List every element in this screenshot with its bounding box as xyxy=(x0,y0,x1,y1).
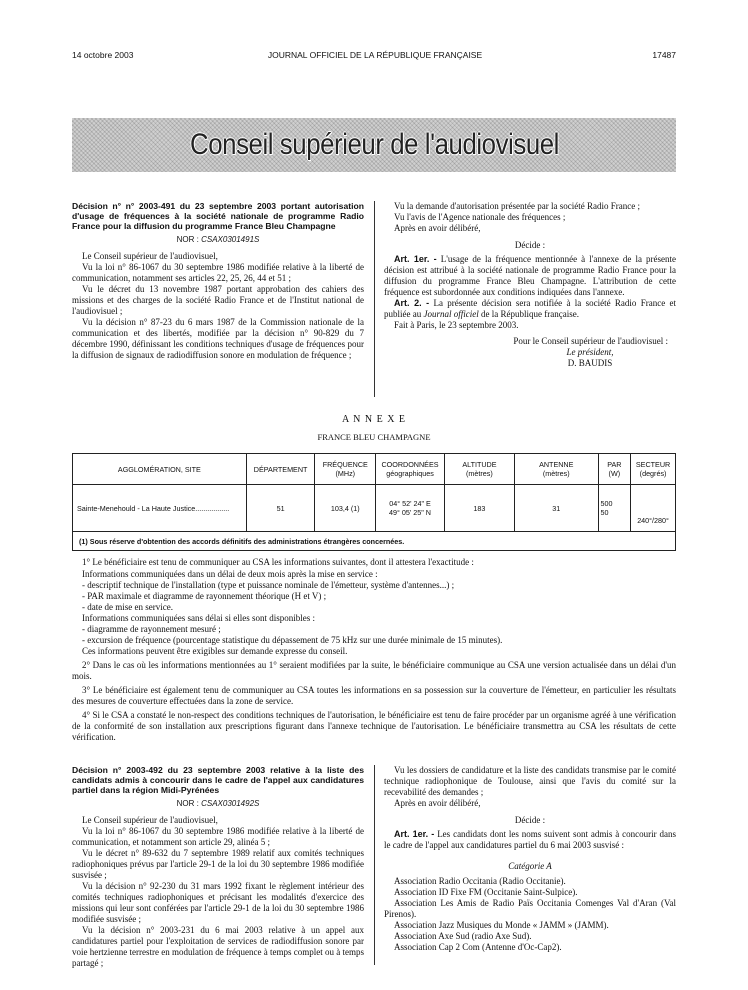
column-header-line: PAR xyxy=(607,460,622,469)
column-header: AGGLOMÉRATION, SITE xyxy=(73,454,247,485)
annexe-subtitle: FRANCE BLEU CHAMPAGNE xyxy=(317,432,431,442)
par-value: 50 xyxy=(600,508,609,517)
nor-code: CSAX0301491S xyxy=(201,235,260,244)
column-divider xyxy=(374,201,375,397)
column-header-line: COORDONNÉES xyxy=(381,460,439,469)
column-header xyxy=(598,454,631,485)
condition-item: - PAR maximale et diagramme de rayonnement théorique (H et V) ; xyxy=(82,591,327,601)
paragraph: Vu la décision n° 92-230 du 31 mars 1992 fixant le règlement intérieur des comités techniques radiophoniques et précisant les modalités d'exercice des missions qui leur sont conférées par l'article 29-1 de la loi du 30 septembre 1986 modifiée susvisée ; xyxy=(72,881,364,924)
paragraph: Vu la demande d'autorisation présentée par la société Radio France ; xyxy=(394,201,640,211)
decision1-nor xyxy=(72,234,364,245)
condition-paragraph: 4° Si le CSA a constaté le non-respect des conditions techniques de l'autorisation, le bénéficiaire est tenu de faire procéder par un organisme agréé à une vérification de la conformité de son installation aux prescriptions figurant dans l'annexe technique de l'autorisation. Le bénéficiaire transmettra au CSA les résultats de cette vérification. xyxy=(72,710,676,742)
decide-heading: Décide : xyxy=(514,240,546,250)
article-label: Art. 2. - xyxy=(394,298,430,308)
decision2-left-column xyxy=(72,765,364,969)
condition-item: - excursion de fréquence (pourcentage statistique du dépassement de 75 kHz sur une durée minimale de 15 minutes). xyxy=(82,635,503,645)
signature-role-text: Le président, xyxy=(566,347,614,357)
cell-departement: 51 xyxy=(246,485,315,532)
column-header-line: géographiques xyxy=(386,469,434,478)
decision1-left-column xyxy=(72,201,364,361)
column-header-line: ALTITUDE xyxy=(462,460,497,469)
section-banner xyxy=(72,118,676,172)
column-header xyxy=(514,454,598,485)
site-text: Sainte-Menehould - La Haute Justice xyxy=(77,503,196,513)
cell-coordonnees xyxy=(376,485,445,532)
paragraph: Vu les dossiers de candidature et la liste des candidats transmise par le comité technique radiophonique de Toulouse, ainsi que l'avis du comité sur la recevabilité des demandes ; xyxy=(384,765,676,797)
nor-label: NOR : xyxy=(176,799,199,808)
paragraph: Vu le décret n° 89-632 du 7 septembre 1989 relatif aux comités techniques radiophoniques prévus par l'article 29-1 de la loi du 30 septembre 1986 modifiée susvisée ; xyxy=(72,848,364,880)
header-journal-title: JOURNAL OFFICIEL DE LA RÉPUBLIQUE FRANÇAISE xyxy=(267,50,483,60)
annexe-conditions xyxy=(72,557,676,743)
journal-officiel-ref: Journal officiel xyxy=(423,309,479,319)
column-header-line: SECTEUR xyxy=(635,460,671,469)
article-1 xyxy=(384,254,676,298)
paragraph: Après en avoir délibéré, xyxy=(394,798,481,808)
condition-paragraph: Informations communiquées dans un délai de deux mois après la mise en service : xyxy=(82,569,378,579)
paragraph: Le Conseil supérieur de l'audiovisuel, xyxy=(82,251,218,261)
fait-a-paris: Fait à Paris, le 23 septembre 2003. xyxy=(394,320,519,330)
column-divider xyxy=(374,765,375,965)
paragraph: Vu la loi n° 86-1067 du 30 septembre 1986 modifiée relative à la liberté de communication, et notamment son article 29, alinéa 5 ; xyxy=(72,826,364,847)
column-header xyxy=(444,454,514,485)
decision2-right-column xyxy=(384,765,676,953)
decide-heading: Décide : xyxy=(514,815,546,825)
decision2-nor xyxy=(72,798,364,809)
article-label: Art. 1er. - xyxy=(394,254,437,264)
condition-item: - diagramme de rayonnement mesuré ; xyxy=(82,624,221,634)
category-text: Catégorie A xyxy=(508,861,552,871)
signature-name: D. BAUDIS xyxy=(567,358,613,368)
condition-paragraph: Informations communiquées sans délai si elles sont disponibles : xyxy=(82,613,315,623)
annexe-title: A N N E X E xyxy=(341,414,407,425)
association-item: Association Axe Sud (radio Axe Sud). xyxy=(394,931,532,941)
article-label: Art. 1er. - xyxy=(394,829,435,839)
column-header-line: (degrés) xyxy=(639,469,667,478)
association-item: Association Cap 2 Com (Antenne d'Oc-Cap2). xyxy=(394,942,562,952)
decision1-right-column xyxy=(384,201,676,369)
header-page-number: 17487 xyxy=(652,50,676,60)
condition-paragraph: 3° Le bénéficiaire est également tenu de communiquer au CSA toutes les informations en sa possession sur la couverture de l'émetteur, en particulier les résultats des mesures de couverture effectuées dans la zone de service. xyxy=(72,685,676,706)
paragraph: Vu la décision n° 87-23 du 6 mars 1987 de la Commission nationale de la communication et des libertés, modifiée par la décision n° 90-829 du 7 décembre 1990, définissant les conditions techniques d'usage de fréquences pour la diffusion de signaux de radiodiffusion sonore en modulation de fréquence ; xyxy=(72,317,364,360)
cell-frequence: 103,4 (1) xyxy=(315,485,376,532)
cell-par xyxy=(598,485,631,532)
nor-label: NOR : xyxy=(176,235,199,244)
paragraph: Vu le décret du 13 novembre 1987 portant approbation des cahiers des missions et des charges de la société Radio France et de l'Institut national de l'audiovisuel ; xyxy=(72,284,364,316)
table-footnote-row xyxy=(73,532,676,551)
paragraph: Vu la décision n° 2003-231 du 6 mai 2003 relative à un appel aux candidatures partiel pour l'exploitation de services de radiodiffusion sonore par voie hertzienne terrestre en modulation de fréquence à temps complet ou à temps partagé ; xyxy=(72,925,364,968)
association-item: Association Jazz Musiques du Monde « JAMM » (JAMM). xyxy=(394,920,609,930)
article-1 xyxy=(384,829,676,851)
cell-antenne: 31 xyxy=(514,485,598,532)
column-header-line: (MHz) xyxy=(335,469,356,478)
column-header-line: (mètres) xyxy=(466,469,493,478)
column-header xyxy=(631,454,676,485)
condition-paragraph: Ces informations peuvent être exigibles sur demande expresse du conseil. xyxy=(82,646,348,656)
condition-item: - date de mise en service. xyxy=(82,602,173,612)
column-header xyxy=(376,454,445,485)
article-text: de la République française. xyxy=(478,309,579,319)
cell-secteur: 240°/280° xyxy=(631,485,676,532)
paragraph: Le Conseil supérieur de l'audiovisuel, xyxy=(82,815,218,825)
decision2-title: Décision n° 2003-492 du 23 septembre 2003 relative à la liste des candidats admis à concourir dans le cadre de l'appel aux candidatures partiel dans la région Midi-Pyrénées xyxy=(72,765,364,795)
paragraph: Vu la loi n° 86-1067 du 30 septembre 1986 modifiée relative à la liberté de communication, notamment ses articles 22, 25, 26, 44 et 51 ; xyxy=(72,262,364,283)
article-text: La présente décision sera notifiée à la société Radio France et publiée au xyxy=(384,298,677,319)
column-header xyxy=(315,454,376,485)
annexe-table xyxy=(72,453,676,551)
association-item: Association ID Fixe FM (Occitanie Saint-Sulpice). xyxy=(394,887,578,897)
column-header-line: (W) xyxy=(608,469,621,478)
table-row xyxy=(73,485,676,532)
column-header: DÉPARTEMENT xyxy=(246,454,315,485)
cell-site: Sainte-Menehould - La Haute Justice................. xyxy=(73,485,247,532)
table-header-row xyxy=(73,454,676,485)
article-text: L'usage de la fréquence mentionnée à l'annexe de la présente décision est attribué à la société nationale de programme Radio France pour la diffusion du programme France Bleu Champagne. L'attribution de cette fréquence est subordonnée aux conditions indiquées dans l'annexe. xyxy=(384,254,676,297)
table-footnote: (1) Sous réserve d'obtention des accords définitifs des administrations étrangères concernées. xyxy=(73,532,676,551)
association-item: Association Les Amis de Radio Païs Occitania Comenges Val d'Aran (Val Pirenos). xyxy=(384,898,676,919)
coord-east: 04° 52' 24" E xyxy=(389,499,431,508)
cell-altitude: 183 xyxy=(444,485,514,532)
column-header-line: (mètres) xyxy=(542,469,570,478)
article-2 xyxy=(384,298,676,320)
article-text: Les candidats dont les noms suivent sont admis à concourir dans le cadre de l'appel aux candidatures partiel du 6 mai 2003 susvisé : xyxy=(384,829,677,850)
signature-line: Pour le Conseil supérieur de l'audiovisuel : xyxy=(513,336,668,346)
condition-item: - descriptif technique de l'installation (type et puissance nominale de l'émetteur, système d'antennes...) ; xyxy=(82,580,455,590)
signature-role xyxy=(384,347,676,358)
column-header-line: FRÉQUENCE xyxy=(322,460,368,469)
condition-paragraph: 1° Le bénéficiaire est tenu de communiquer au CSA les informations suivantes, dont il attestera l'exactitude : xyxy=(82,557,474,567)
par-value: 500 xyxy=(600,499,613,508)
nor-code: CSAX0301492S xyxy=(201,799,260,808)
category-heading xyxy=(384,861,676,872)
decision1-title: Décision n° n° 2003-491 du 23 septembre 2003 portant autorisation d'usage de fréquences à la société nationale de programme Radio France pour la diffusion du programme France Bleu Champagne xyxy=(72,201,364,231)
column-header-line: ANTENNE xyxy=(539,460,574,469)
paragraph: Vu l'avis de l'Agence nationale des fréquences ; xyxy=(394,212,566,222)
header-date: 14 octobre 2003 xyxy=(72,50,134,60)
condition-paragraph: 2° Dans le cas où les informations mentionnées au 1° seraient modifiées par la suite, le bénéficiaire communique au CSA une version actualisée dans un délai d'un mois. xyxy=(72,660,676,681)
banner-title: Conseil supérieur de l'audiovisuel xyxy=(189,128,559,161)
coord-north: 49° 05' 25" N xyxy=(389,508,431,517)
paragraph: Après en avoir délibéré, xyxy=(394,223,481,233)
association-item: Association Radio Occitania (Radio Occitanie). xyxy=(394,876,566,886)
